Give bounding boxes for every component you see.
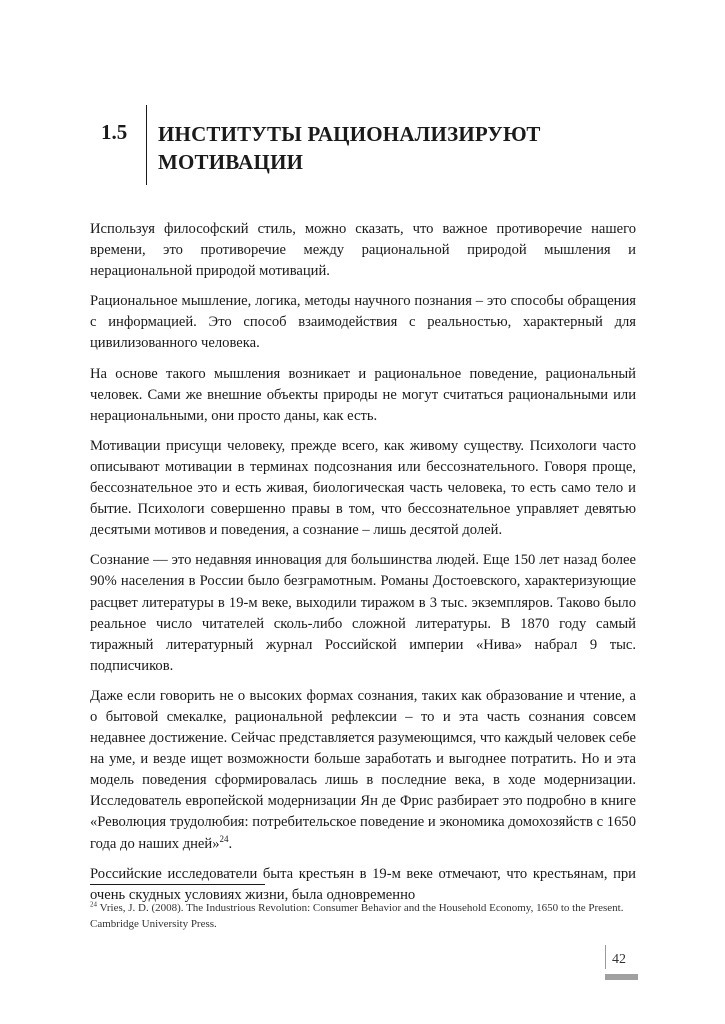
paragraph-4: Мотивации присущи человеку, прежде всего, как живому существу. Психологи часто описывают мотивации в терминах подсознания или бессознательного. Говоря проще, бессознательное это и есть живая, биологическая часть человека, то есть само тело и бытие. Психологи совершенно правы в том, что бессознательное управляет девятью десятыми мотивов и поведения, а сознание – лишь десятой долей. bbox=[90, 437, 636, 539]
paragraph-5: Сознание — это недавняя инновация для большинства людей. Еще 150 лет назад более 90% населения в России было безграмотным. Романы Достоевского, характеризующие расцвет литературы в 19-м веке, выходили тиражом в 3 тыс. экземпляров. Таково было реальное число читателей сколь-либо сложной литературы. В 1870 году самый тиражный литературный журнал Российской империи «Нива» набрал 9 тыс. подписчиков. bbox=[90, 552, 636, 674]
paragraph-2: Рациональное мышление, логика, методы научного познания – это способы обращения с информацией. Это способ взаимодействия с реальностью, характерный для цивилизованного человека. bbox=[90, 293, 636, 352]
paragraph-1: Используя философский стиль, можно сказать, что важное противоречие нашего времени, это противоречие между рациональной природой мышления и нерациональной природой мотиваций. bbox=[90, 221, 636, 280]
footnote-text: Vries, J. D. (2008). The Industrious Revolution: Consumer Behavior and the Household Economy, 1650 to the Present. Cambridge University Press. bbox=[90, 902, 624, 930]
page-number: 42 bbox=[612, 952, 626, 967]
footnote bbox=[90, 900, 636, 932]
footnote-reference[interactable]: 24 bbox=[219, 833, 229, 844]
chapter-title-line-2: МОТИВАЦИИ bbox=[158, 150, 304, 174]
footnote-divider bbox=[90, 884, 265, 885]
chapter-number: 1.5 bbox=[101, 120, 128, 144]
chapter-title-line-1: ИНСТИТУТЫ РАЦИОНАЛИЗИРУЮТ bbox=[158, 122, 541, 146]
page-number-bar bbox=[605, 974, 638, 980]
chapter-divider bbox=[146, 105, 147, 185]
page-number-divider bbox=[605, 945, 606, 969]
paragraph-7: Российские исследователи быта крестьян в 19-м веке отмечают, что крестьянам, при очень скудных условиях жизни, была одновременно bbox=[90, 865, 636, 903]
paragraph-3: На основе такого мышления возникает и рациональное поведение, рациональный человек. Сами же внешние объекты природы не могут считаться рациональными или нерациональными, они просто даны, как есть. bbox=[90, 365, 636, 424]
paragraph-6: Даже если говорить не о высоких формах сознания, таких как образование и чтение, а о бытовой смекалке, рациональной рефлексии – то и эта часть сознания совсем недавнее достижение. Сейчас представляется разумеющимся, что каждый человек себе на уме, и везде ищет возможности больше заработать и выгоднее потратить. Но и эта модель поведения сформировалась лишь в последние века, в ходе модернизации. Исследователь европейской модернизации Ян де Фрис разбирает это подробно в книге «Революция трудолюбия: потребительское поведение и экономика домохозяйств с 1650 года до наших дней»$^{24}$. bbox=[90, 687, 636, 852]
paragraph-6-text: Даже если говорить не о высоких формах сознания, таких как образование и чтение, а о бытовой смекалке, рациональной рефлексии – то и эта часть сознания совсем недавнее достижение. Сейчас представляется разумеющимся, что каждый человек себе на уме, и везде ищет возможности больше заработать и выгоднее потратить. Но и эта модель поведения сформировалась лишь в последние века, в ходе модернизации. Исследователь европейской модернизации Ян де Фрис разбирает это подробно в книге «Революция трудолюбия: потребительское поведение и экономика домохозяйств с 1650 года до наших дней» bbox=[90, 687, 636, 852]
body-text bbox=[90, 219, 636, 915]
footnote-number: 24 bbox=[90, 900, 97, 909]
chapter-title bbox=[158, 120, 541, 176]
